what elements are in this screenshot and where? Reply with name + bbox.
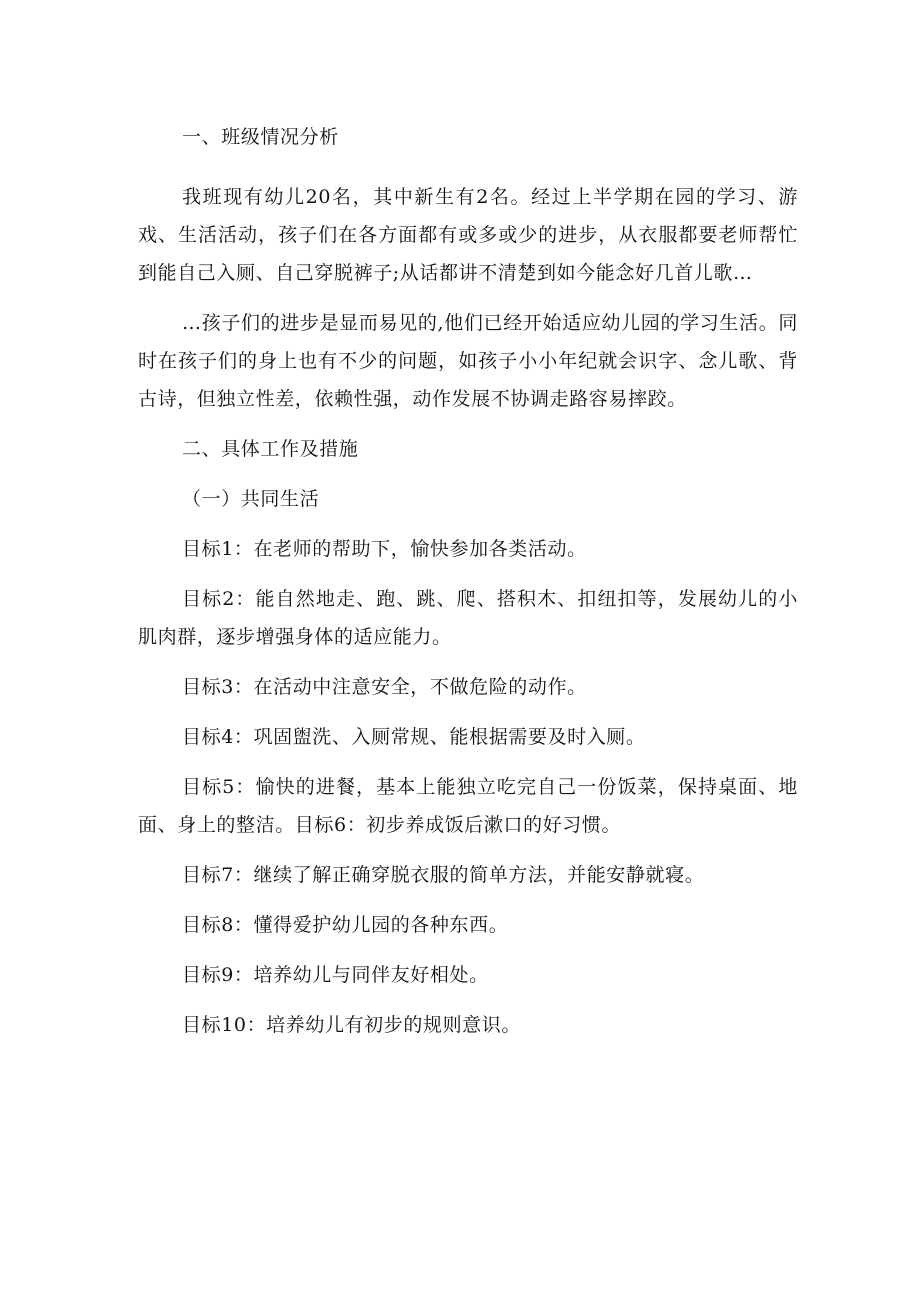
paragraph-class-overview: 我班现有幼儿20名，其中新生有2名。经过上半学期在园的学习、游戏、生活活动，孩子们在各方面都有或多或少的进步，从衣服都要老师帮忙到能自己入厕、自己穿脱裤子;从话都讲不清楚到如今能念好几首儿歌… bbox=[138, 186, 798, 284]
paragraph-progress-and-issues: …孩子们的进步是显而易见的,他们已经开始适应幼儿园的学习生活。同时在孩子们的身上也有不少的问题，如孩子小小年纪就会识字、念儿歌、背古诗，但独立性差，依赖性强，动作发展不协调走路容易摔跤。 bbox=[138, 312, 798, 410]
goal-item-1: 目标1：在老师的帮助下，愉快参加各类活动。 bbox=[182, 538, 587, 560]
goal-item-2: 目标2：能自然地走、跑、跳、爬、搭积木、扣纽扣等，发展幼儿的小肌肉群，逐步增强身体的适应能力。 bbox=[138, 588, 798, 648]
goal-item-10: 目标10：培养幼儿有初步的规则意识。 bbox=[182, 1014, 521, 1036]
subheading-common-life: （一）共同生活 bbox=[182, 488, 320, 510]
goal-item-8: 目标8：懂得爱护幼儿园的各种东西。 bbox=[182, 914, 509, 936]
document-body bbox=[138, 118, 798, 1044]
goal-item-4: 目标4：巩固盥洗、入厕常规、能根据需要及时入厕。 bbox=[182, 726, 646, 748]
goal-item-3: 目标3：在活动中注意安全，不做危险的动作。 bbox=[182, 676, 587, 698]
section-heading-class-analysis: 一、班级情况分析 bbox=[182, 126, 339, 148]
section-heading-work-measures: 二、具体工作及措施 bbox=[182, 438, 359, 460]
goal-item-9: 目标9：培养幼儿与同伴友好相处。 bbox=[182, 964, 489, 986]
goal-item-7: 目标7：继续了解正确穿脱衣服的简单方法，并能安静就寝。 bbox=[182, 864, 705, 886]
goal-item-5-6: 目标5：愉快的进餐，基本上能独立吃完自己一份饭菜，保持桌面、地面、身上的整洁。目标6：初步养成饭后漱口的好习惯。 bbox=[138, 776, 798, 836]
